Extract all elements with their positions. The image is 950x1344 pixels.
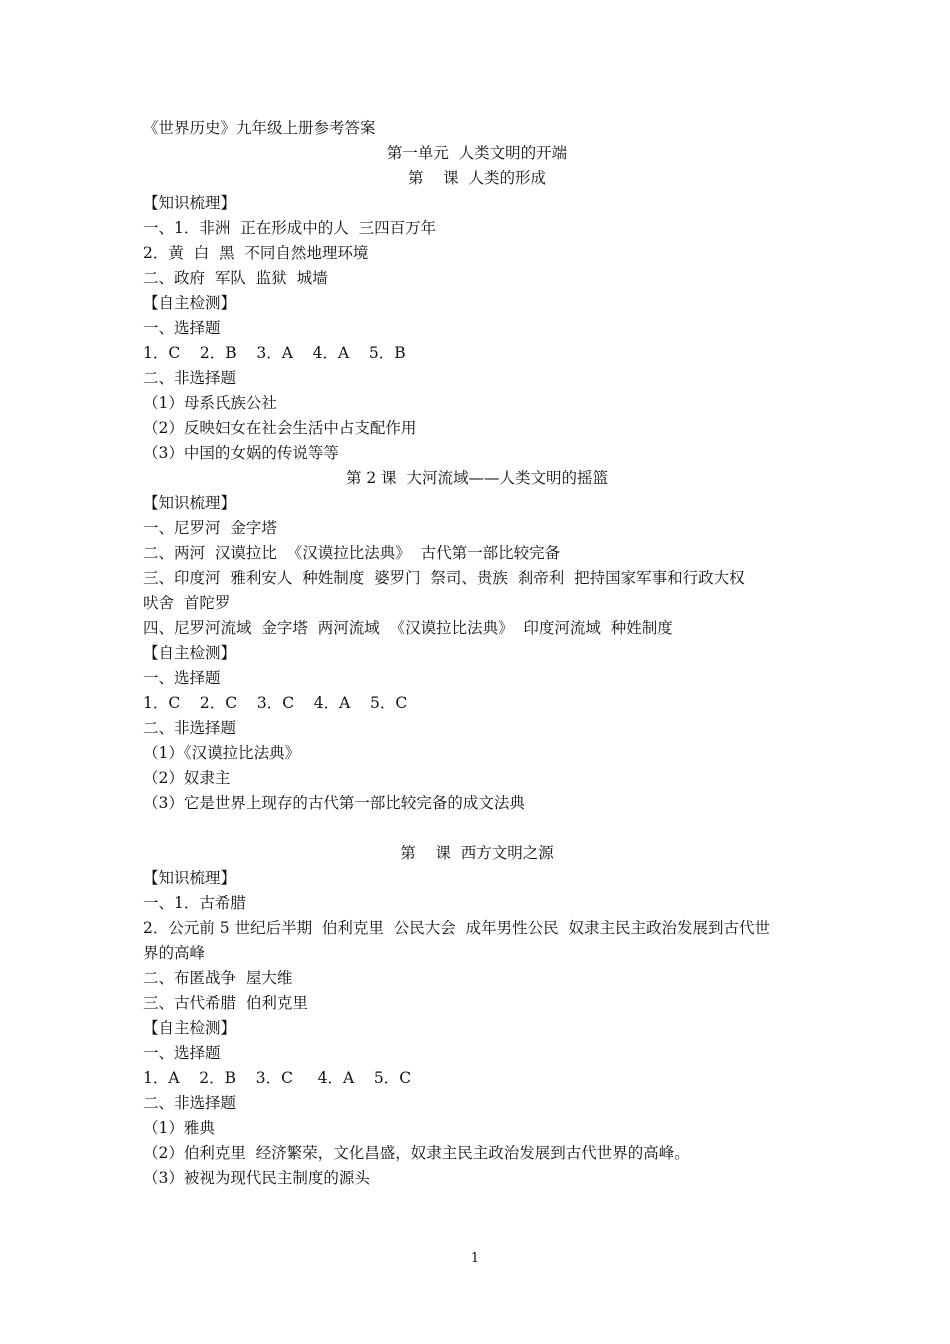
lesson-2-knowledge-header: 【知识梳理】 <box>143 494 237 512</box>
lesson-1-check-header: 【自主检测】 <box>143 294 237 312</box>
lesson-1-nonchoice-answer: （3）中国的女娲的传说等等 <box>143 444 339 462</box>
lesson-3-knowledge-line: 界的高峰 <box>143 944 206 962</box>
lesson-2-nonchoice-answer: （1）《汉谟拉比法典》 <box>143 744 301 762</box>
lesson-3-knowledge-line: 2．公元前 5 世纪后半期 伯利克里 公民大会 成年男性公民 奴隶主民主政治发展到古代世 <box>143 919 770 937</box>
lesson-1-title: 第 课 人类的形成 <box>407 169 547 187</box>
lesson-1-nonchoice-header: 二、非选择题 <box>143 369 237 387</box>
lesson-1-knowledge-line: 一、1．非洲 正在形成中的人 三四百万年 <box>143 219 437 237</box>
unit-title: 第一单元 人类文明的开端 <box>386 144 568 162</box>
lesson-3-nonchoice-answer: （2）伯利克里 经济繁荣，文化昌盛，奴隶主民主政治发展到古代世界的高峰。 <box>143 1144 690 1162</box>
lesson-3-nonchoice-answer: （3）被视为现代民主制度的源头 <box>143 1169 370 1187</box>
lesson-2-choice-header: 一、选择题 <box>143 669 221 687</box>
lesson-3-check-header: 【自主检测】 <box>143 1019 237 1037</box>
lesson-3-knowledge-line: 一、1．古希腊 <box>143 894 246 912</box>
lesson-3-nonchoice-header: 二、非选择题 <box>143 1094 237 1112</box>
lesson-2-knowledge-line: 一、尼罗河 金字塔 <box>143 519 277 537</box>
lesson-2-choice-answers: 1．C 2．C 3．C 4．A 5．C <box>143 694 408 712</box>
document-body <box>143 116 811 1191</box>
lesson-3-knowledge-header: 【知识梳理】 <box>143 869 237 887</box>
lesson-2-knowledge-line: 二、两河 汉谟拉比 《汉谟拉比法典》 古代第一部比较完备 <box>143 544 561 562</box>
lesson-1-knowledge-line: 二、政府 军队 监狱 城墙 <box>143 269 328 287</box>
lesson-3-nonchoice-answer: （1）雅典 <box>143 1119 215 1137</box>
lesson-2-knowledge-line: 四、尼罗河流域 金字塔 两河流域 《汉谟拉比法典》 印度河流域 种姓制度 <box>143 619 673 637</box>
lesson-2-check-header: 【自主检测】 <box>143 644 237 662</box>
lesson-3-knowledge-line: 二、布匿战争 屋大维 <box>143 969 293 987</box>
lesson-3-choice-header: 一、选择题 <box>143 1044 221 1062</box>
lesson-1-knowledge-line: 2．黄 白 黑 不同自然地理环境 <box>143 244 369 262</box>
lesson-3-title: 第 课 西方文明之源 <box>400 844 554 862</box>
lesson-2-nonchoice-header: 二、非选择题 <box>143 719 237 737</box>
lesson-1-choice-header: 一、选择题 <box>143 319 221 337</box>
lesson-1-knowledge-header: 【知识梳理】 <box>143 194 237 212</box>
lesson-2-knowledge-line: 吠舍 首陀罗 <box>143 594 231 612</box>
lesson-3-choice-answers: 1．A 2．B 3．C 4．A 5．C <box>143 1069 412 1087</box>
lesson-1-nonchoice-answer: （1）母系氏族公社 <box>143 394 277 412</box>
blank-line <box>143 816 811 841</box>
document-title: 《世界历史》九年级上册参考答案 <box>143 119 376 137</box>
lesson-2-knowledge-line: 三、印度河 雅利安人 种姓制度 婆罗门 祭司、贵族 刹帝利 把持国家军事和行政大权 <box>143 569 745 587</box>
lesson-1-choice-answers: 1．C 2．B 3．A 4．A 5．B <box>143 344 406 362</box>
page-number: 1 <box>470 1251 480 1266</box>
lesson-2-title: 第 2 课 大河流域——人类文明的摇篮 <box>345 469 609 487</box>
lesson-3-knowledge-line: 三、古代希腊 伯利克里 <box>143 994 308 1012</box>
lesson-2-nonchoice-answer: （2）奴隶主 <box>143 769 231 787</box>
lesson-1-nonchoice-answer: （2）反映妇女在社会生活中占支配作用 <box>143 419 417 437</box>
lesson-2-nonchoice-answer: （3）它是世界上现存的古代第一部比较完备的成文法典 <box>143 794 525 812</box>
